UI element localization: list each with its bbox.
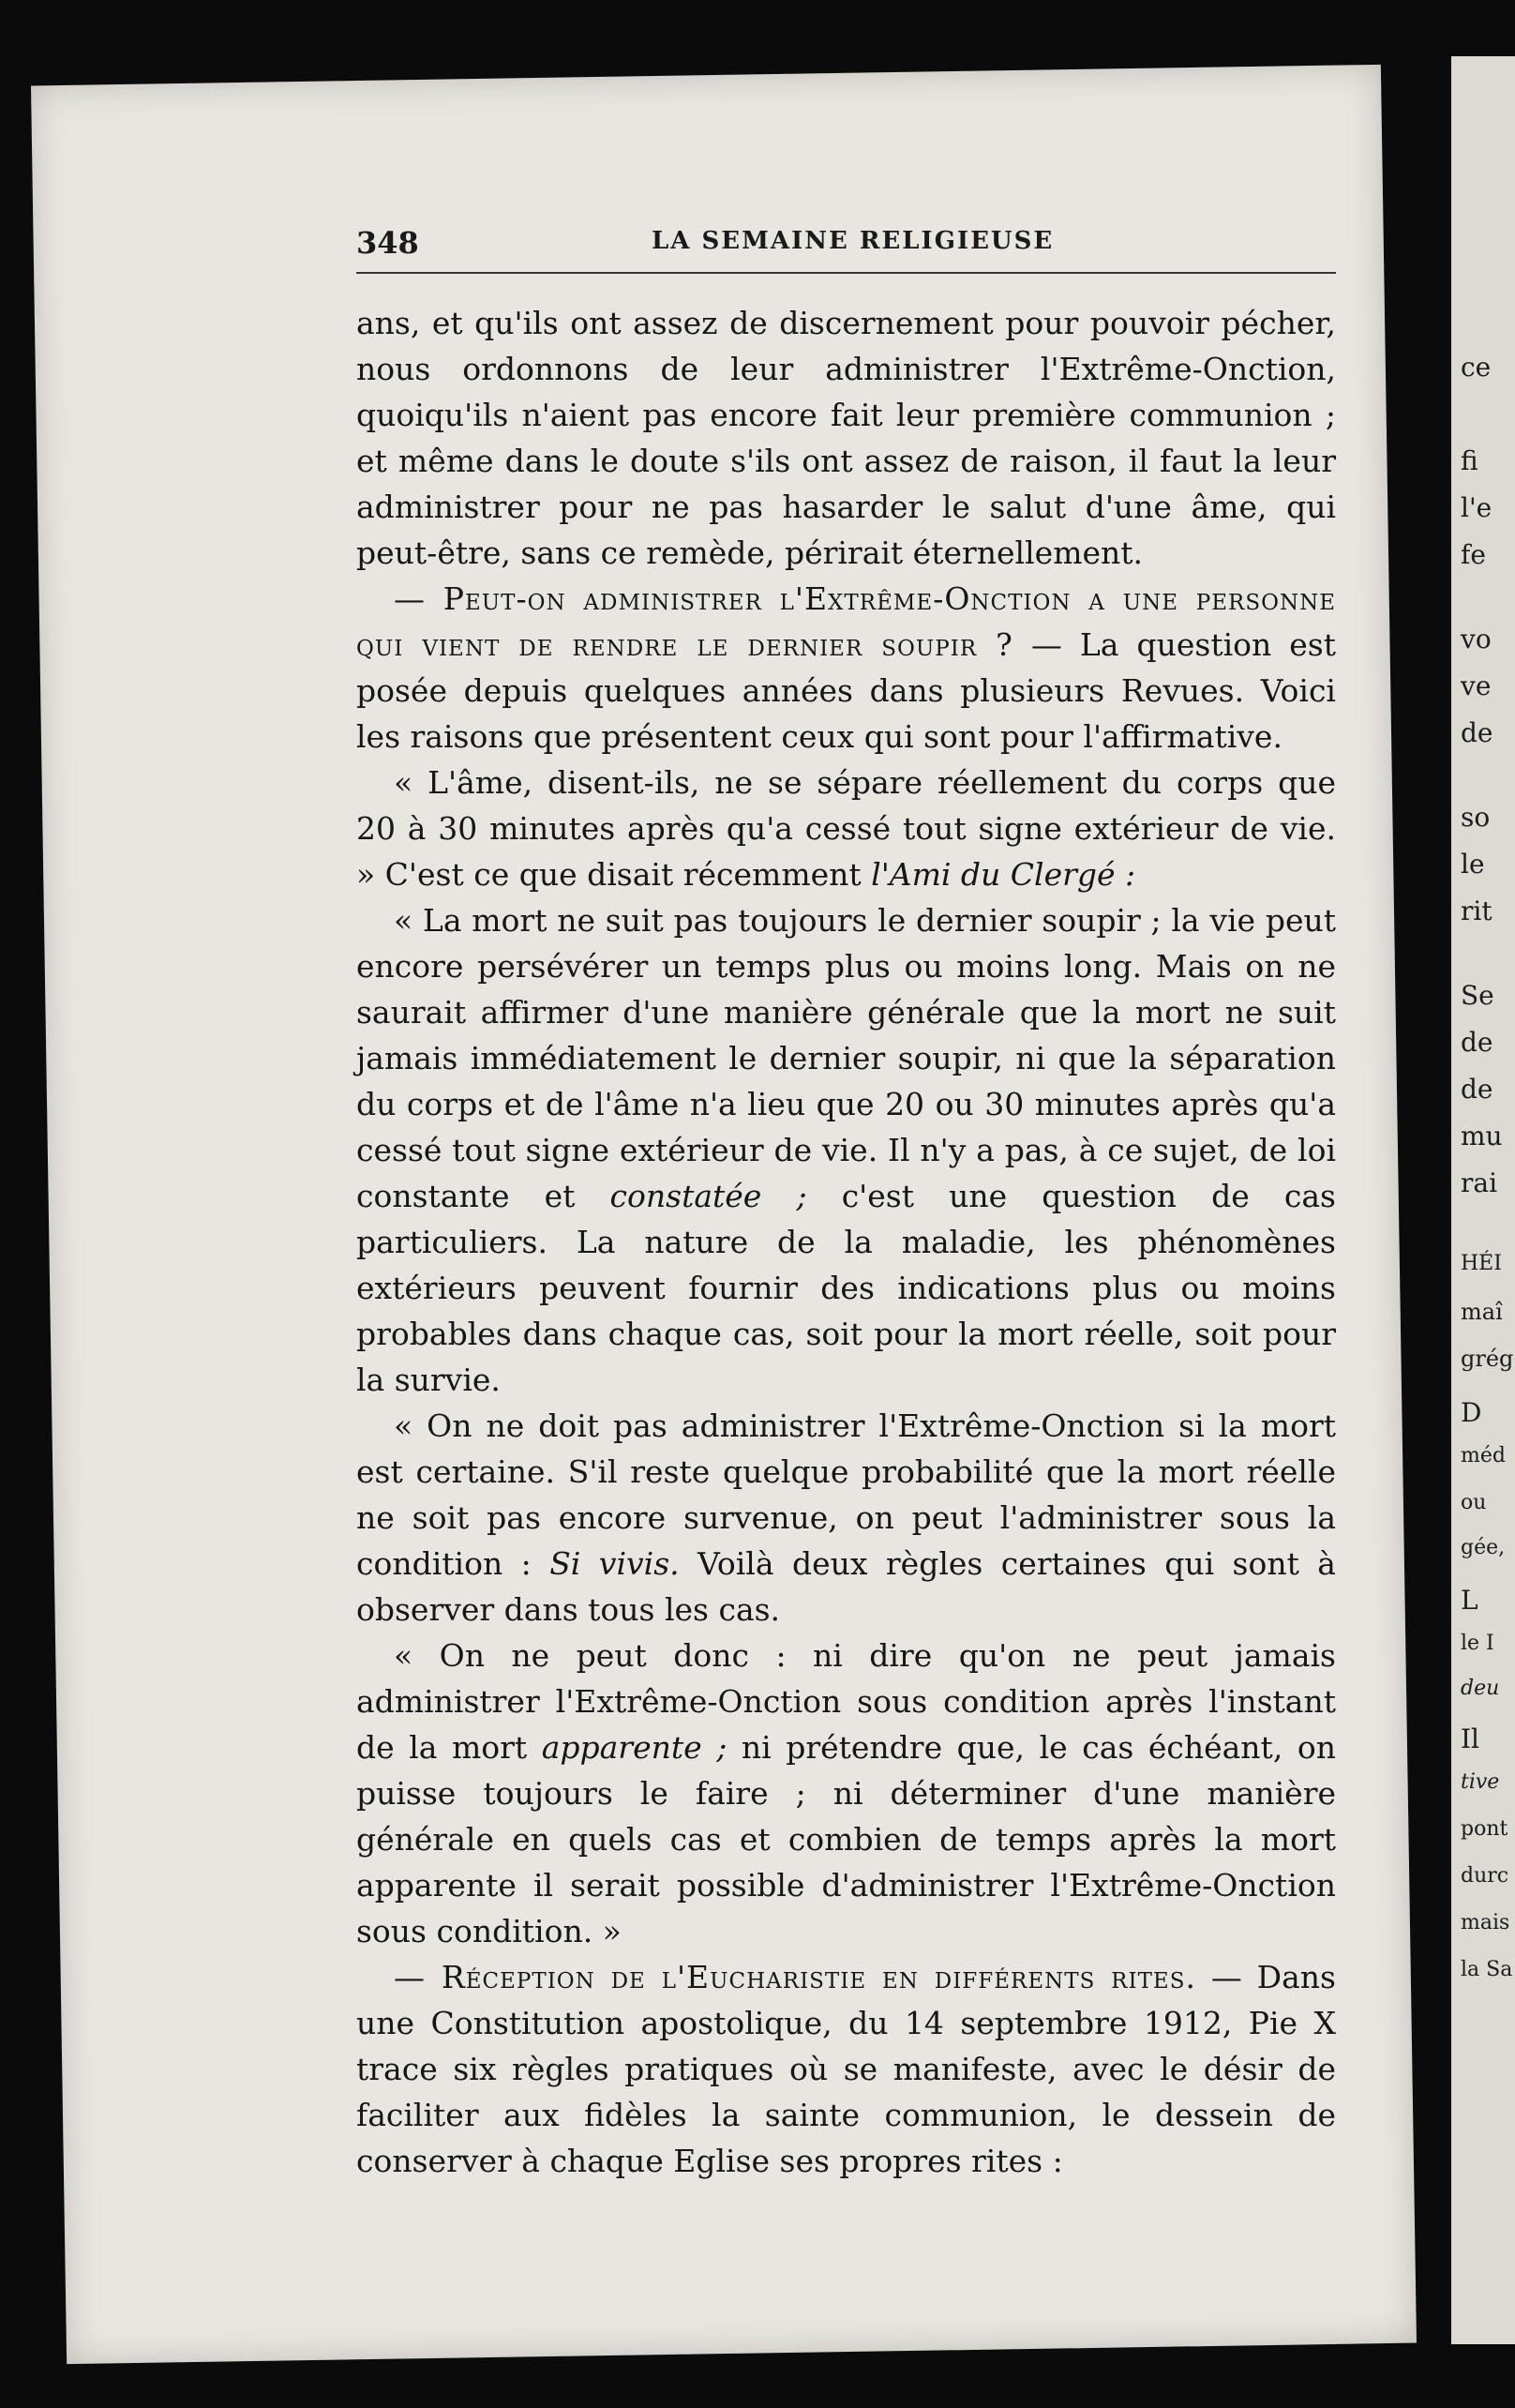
- running-head: LA SEMAINE RELIGIEUSE: [652, 227, 1055, 255]
- paragraph-text: « La mort ne suit pas toujours le dernier soupir ; la vie peut encore persévérer un temps plus ou moins long. Mais on ne saurait affirmer d'une manière générale que la mort ne suit jamais immédiatement le dernier soupir, ni que la séparation du corps et de l'âme n'a lieu que 20 ou 30 minutes après qu'a cessé tout signe extérieur de vie. Il n'y a pas, à ce sujet, de loi constante et: [356, 902, 1336, 1214]
- neighbor-text: pont: [1461, 1817, 1508, 1841]
- neighbor-text: gée,: [1461, 1536, 1506, 1559]
- neighbor-text: rai: [1461, 1167, 1498, 1198]
- body-text: [356, 300, 1336, 2184]
- page-header: [356, 218, 1336, 274]
- paragraph: [356, 760, 1336, 897]
- paragraph-text: — La question est posée depuis quelques années dans plusieurs Revues. Voici les raisons que présentent ceux qui sont pour l'affirmative.: [356, 626, 1336, 755]
- paragraph: [356, 1633, 1336, 1954]
- neighbor-text: de: [1461, 1074, 1493, 1105]
- italic-text: l'Ami du Clergé :: [871, 856, 1136, 893]
- paragraph-text: « On ne peut donc : ni dire qu'on ne peut jamais administrer l'Extrême-Onction sous condition après l'instant de la mort: [356, 1637, 1336, 1766]
- paragraph: [356, 300, 1336, 576]
- neighbor-text: de: [1461, 717, 1493, 748]
- neighbor-text: de: [1461, 1027, 1493, 1058]
- section-heading: — Peut-on administrer l'Extrême-Onction a une personne qui vient de rendre le dernier soupir ?: [356, 580, 1336, 663]
- paragraph: [356, 1954, 1336, 2184]
- neighbor-text: ou: [1461, 1491, 1487, 1514]
- neighbor-text: D: [1461, 1397, 1482, 1428]
- paragraph: [356, 897, 1336, 1403]
- neighbor-text: HÉI: [1461, 1252, 1502, 1275]
- page-number: 348: [356, 225, 419, 261]
- neighbor-text: la Sa: [1461, 1958, 1513, 1981]
- italic-text: constatée ;: [609, 1178, 807, 1214]
- paragraph-text: ni prétendre que, le cas échéant, on puisse toujours le faire ; ni déterminer d'une manière générale en quels cas et combien de temps après la mort apparente il serait possible d'administrer l'Extrême-Onction sous condition. »: [356, 1729, 1336, 1949]
- header-rule: [356, 272, 1336, 274]
- neighbor-text: maî: [1461, 1299, 1503, 1325]
- paragraph-text: « On ne doit pas administrer l'Extrême-Onction si la mort est certaine. S'il reste quelque probabilité que la mort réelle ne soit pas encore survenue, on peut l'administrer sous la condition :: [356, 1407, 1336, 1582]
- neighbor-text: Il: [1461, 1723, 1480, 1754]
- neighbor-text: ce: [1461, 352, 1492, 383]
- paragraph-text: Voilà deux règles certaines qui sont à observer dans tous les cas.: [356, 1545, 1336, 1628]
- paragraph-text: c'est une question de cas particuliers. La nature de la maladie, les phénomènes extérieurs peuvent fournir des indications plus ou moins probables dans chaque cas, soit pour la mort réelle, soit pour la survie.: [356, 1178, 1336, 1398]
- neighbor-text: L: [1461, 1585, 1478, 1616]
- neighbor-text: Se: [1461, 980, 1494, 1011]
- neighbor-text: méd: [1461, 1444, 1506, 1467]
- section-heading: — Réception de l'Eucharistie en différents rites.: [394, 1959, 1196, 1995]
- neighbor-text: l'e: [1461, 492, 1492, 523]
- paragraph-text: « L'âme, disent-ils, ne se sépare réellement du corps que 20 à 30 minutes après qu'a cessé tout signe extérieur de vie. » C'est ce que disait récemment: [356, 764, 1336, 893]
- neighbor-text: deu: [1461, 1677, 1500, 1700]
- paragraph: [356, 1403, 1336, 1633]
- paragraph-text: ans, et qu'ils ont assez de discernement pour pouvoir pécher, nous ordonnons de leur administrer l'Extrême-Onction, quoiqu'ils n'aient pas encore fait leur première communion ; et même dans le doute s'ils ont assez de raison, il faut la leur administrer pour ne pas hasarder le salut d'une âme, qui peut-être, sans ce remède, périrait éternellement.: [356, 305, 1336, 571]
- neighbor-text: rit: [1461, 895, 1492, 926]
- neighbor-text: le I: [1461, 1632, 1494, 1655]
- neighbor-text: durc: [1461, 1864, 1509, 1888]
- neighbor-text: mais: [1461, 1911, 1510, 1934]
- neighbor-text: tive: [1461, 1770, 1500, 1794]
- italic-text: Si vivis.: [549, 1545, 680, 1582]
- italic-text: apparente ;: [541, 1729, 728, 1766]
- neighbor-text: ve: [1461, 670, 1492, 701]
- neighbor-text: grég: [1461, 1346, 1514, 1372]
- paragraph-text: — Dans une Constitution apostolique, du 14 septembre 1912, Pie X trace six règles pratiques où se manifeste, avec le désir de faciliter aux fidèles la sainte communion, le dessein de conserver à chaque Eglise ses propres rites :: [356, 1959, 1336, 2179]
- neighbor-text: so: [1461, 802, 1491, 833]
- neighbor-text: fe: [1461, 539, 1486, 570]
- neighbor-text: vo: [1461, 624, 1492, 655]
- neighbor-text: le: [1461, 849, 1485, 880]
- neighbor-page-edge: [1451, 56, 1515, 2344]
- paragraph: [356, 576, 1336, 760]
- neighbor-text: fi: [1461, 445, 1478, 476]
- neighbor-text: mu: [1461, 1121, 1503, 1151]
